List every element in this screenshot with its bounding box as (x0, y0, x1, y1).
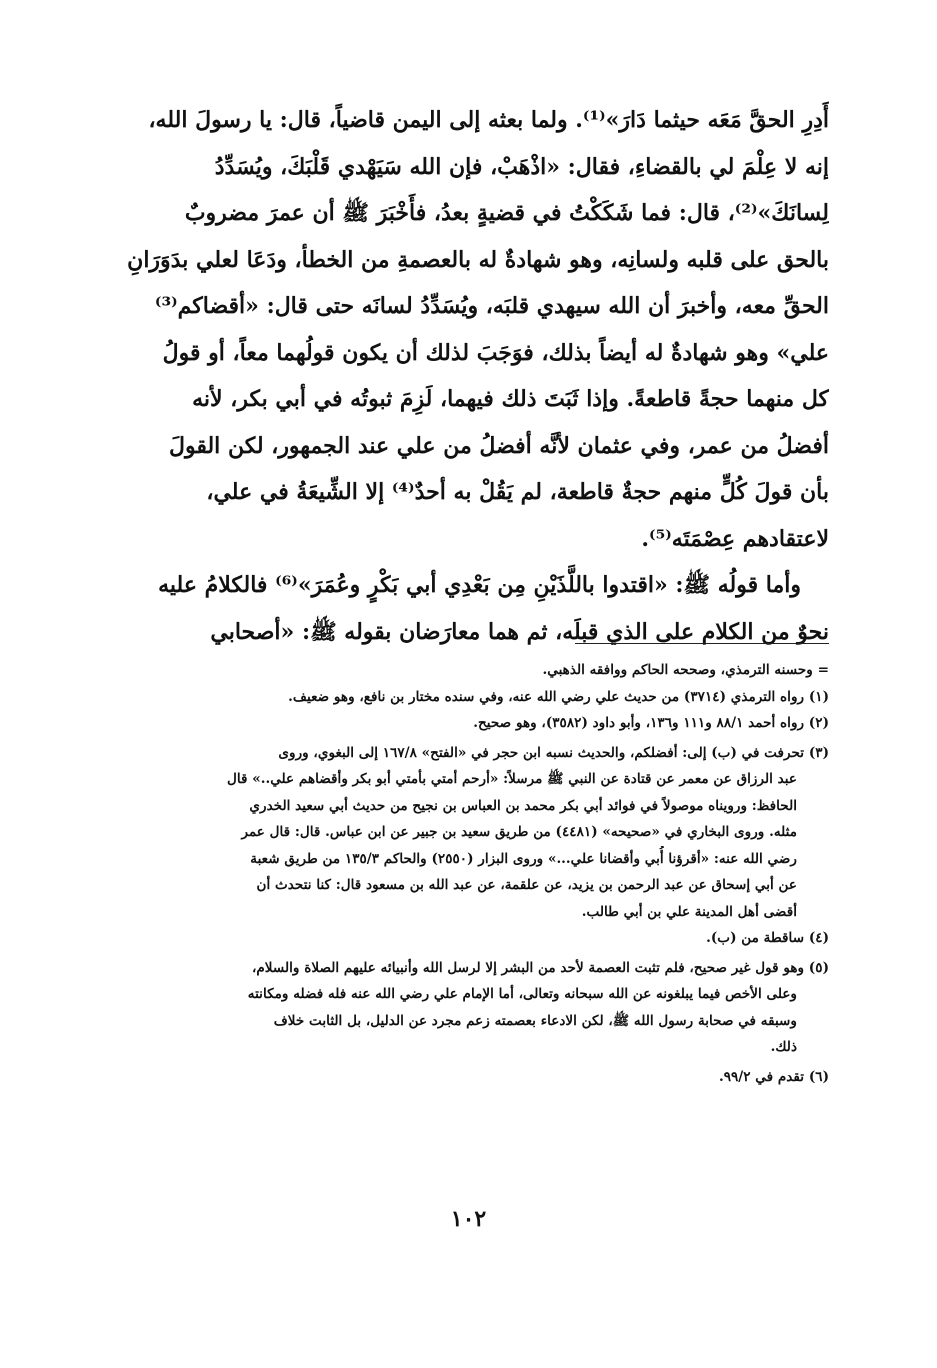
text-line: لاعتقادهم عِصْمَتَه⁽⁵⁾. (641, 525, 829, 552)
footnote-5-line: ذلك. (770, 1039, 797, 1055)
footnote-3-line: رضي الله عنه: «أقرؤنا أُبي وأقضانا علي...» وروى البزار (٢٥٥٠) والحاكم ١٣٥/٣ من طريق شعبة (250, 850, 797, 867)
footnotes (109, 657, 829, 1090)
page-number: ١٠٢ (450, 1206, 487, 1232)
footnote-3-line: مثله. وروى البخاري في «صحيحه» (٤٤٨١) من طريق سعيد بن جبير عن ابن عباس. قال: قال عمر (241, 824, 797, 840)
footnote-1: (١) رواه الترمذي (٣٧١٤) من حديث علي رضي الله عنه، وفي سنده مختار بن نافع، وهو ضعيف. (288, 688, 829, 705)
footnote-5: (٥) وهو قول غير صحيح، فلم تثبت العصمة لأحد من البشر إلا لرسل الله وأنبيائه عليهم الصلاة والسلام، (251, 959, 829, 976)
footnote-4: (٤) ساقطة من (ب). (706, 930, 829, 946)
text-line: بأن قولَ كُلٍّ منهم حجةٌ قاطعة، لم يَقُلْ به أحدٌ⁽⁴⁾ إلا الشِّيعَةُ في علي، (206, 479, 829, 505)
text-line: علي» وهو شهادةٌ له أيضاً بذلك، فوَجَبَ لذلك أن يكون قولُهما معاً، أو قولُ (162, 339, 829, 366)
text-line: وأما قولُه ﷺ: «اقتدوا باللَّذَيْنِ مِن بَعْدِي أبي بَكْرٍ وعُمَرَ»⁽⁶⁾ فالكلامُ عليه (158, 572, 801, 598)
text-line: الحقِّ معه، وأخبرَ أن الله سيهدي قلبَه، ويُسَدِّدُ لسانَه حتى قال: «أقضاكم⁽³⁾ (154, 293, 829, 319)
text-line: كل منهما حجةً قاطعةً. وإذا ثَبَتَ ذلك فيهما، لَزِمَ ثبوتُه في أبي بكر، لأنه (192, 386, 829, 412)
footnote-3-line: عبد الرزاق عن معمر عن قتادة عن النبي ﷺ مرسلاً: «أرحم أمتي بأمتي أبو بكر وأقضاهم علي..» قال (227, 771, 797, 787)
text-line: لِسانَكَ»⁽²⁾، قال: فما شَكَكْتُ في قضيةٍ بعدُ، فأَخْبَرَ ﷺ أن عمرَ مضروبٌ (184, 200, 829, 226)
footnote-separator (575, 643, 829, 644)
footnote-2: (٢) رواه أحمد ٨٨/١ و١١١ و١٣٦، وأبو داود (٣٥٨٢)، وهو صحيح. (473, 715, 829, 731)
text-line: أَدِرِ الحقَّ مَعَه حيثما دَارَ»⁽¹⁾. ولما بعثه إلى اليمن قاضياً، قال: يا رسولَ الله، (148, 107, 829, 133)
text-line: بالحق على قلبه ولسانِه، وهو شهادةٌ له بالعصمةِ من الخطأ، ودَعَا لعلي بدَوَرَانِ (127, 246, 829, 273)
footnote-5-line: وعلى الأخص فيما يبلغونه عن الله سبحانه وتعالى، أما الإمام علي رضي الله عنه فله فضله ومكانته (247, 986, 797, 1002)
footnote-3: (٣) تحرفت في (ب) إلى: أفضلكم، والحديث نسبه ابن حجر في «الفتح» ١٦٧/٨ إلى البغوي، وروى (278, 744, 829, 761)
footnote-3-line: عن أبي إسحاق عن عبد الرحمن بن يزيد، عن علقمة، عن عبد الله بن مسعود قال: كنا نتحدث أن (256, 877, 797, 893)
footnote-5-line: وسبقه في صحابة رسول الله ﷺ، لكن الادعاء بعصمته زعم مجرد عن الدليل، بل الثابت خلاف (273, 1012, 797, 1029)
footnote-6: (٦) تقدم في ٩٩/٢. (718, 1068, 829, 1085)
footnote-continuation: = وحسنه الترمذي، وصححه الحاكم ووافقه الذهبي. (542, 662, 829, 678)
footnote-3-line: أقضى أهل المدينة علي بن أبي طالب. (581, 903, 797, 920)
text-line: إنه لا عِلْمَ لي بالقضاءِ، فقال: «اذْهَبْ، فإن الله سَيَهْدي قَلْبَكَ، ويُسَدِّدُ (214, 153, 829, 180)
text-line: نحوٌ من الكلام على الذي قبلَه، ثم هما معارَضان بقوله ﷺ: «أصحابي (210, 618, 829, 645)
text-line: أفضلُ من عمر، وفي عثمان لأنَّه أفضلُ من علي عند الجمهور، لكن القولَ (169, 432, 829, 459)
main-text (109, 97, 829, 655)
footnote-3-line: الحافظ: ورويناه موصولاً في فوائد أبي بكر محمد بن العباس بن نجيح من حديث أبي سعيد الخدري (249, 797, 797, 814)
